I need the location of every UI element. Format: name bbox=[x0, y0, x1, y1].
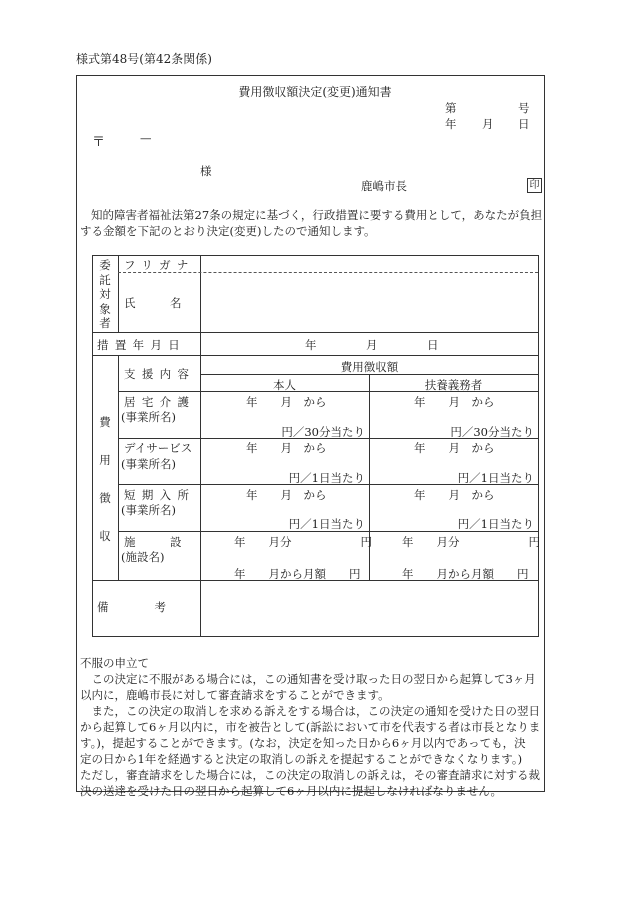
recipient-suffix: 様 bbox=[200, 164, 212, 178]
cost-collection-label: 費用徴収 bbox=[99, 415, 111, 543]
guardian-header: 扶養義務者 bbox=[424, 378, 483, 392]
row-home-care-self-line2: 円／30分当たり bbox=[281, 425, 365, 439]
appeal-line-2: 以内に，鹿嶋市長に対して審査請求をすることができます。 bbox=[80, 688, 390, 702]
appeal-heading: 不服の申立て bbox=[80, 656, 149, 670]
row-facility-guardian-line2: 年 月から月額 円 bbox=[402, 567, 529, 581]
appeal-line-1: この決定に不服がある場合には，この通知書を受け取った日の翌日から起算して3ヶ月 bbox=[80, 672, 536, 686]
row-day-service-sub: (事業所名) bbox=[121, 457, 176, 471]
row-facility-name: 施 設 bbox=[124, 535, 182, 549]
postal-mark: 〒 bbox=[92, 135, 106, 150]
remarks-label: 備 考 bbox=[97, 600, 166, 614]
entrusted-person-label: 委託対象者 bbox=[99, 258, 111, 330]
row-home-care-sub: (事業所名) bbox=[121, 410, 176, 424]
row-facility-self-line1: 年 月分 円 bbox=[234, 535, 372, 549]
seal-mark: 印 bbox=[527, 178, 542, 193]
self-header: 本人 bbox=[273, 378, 296, 392]
date-month: 月 bbox=[482, 117, 494, 131]
placement-day: 日 bbox=[427, 338, 439, 352]
intro-line-1: 知的障害者福祉法第27条の規定に基づく，行政措置に要する費用として，あなたが負担 bbox=[91, 208, 543, 222]
date-day: 日 bbox=[518, 117, 530, 131]
row-short-stay-self-line2: 円／1日当たり bbox=[288, 517, 365, 531]
intro-line-2: する金額を下記のとおり決定(変更)したので通知します。 bbox=[80, 224, 376, 238]
row-day-service-name: デイサービス bbox=[124, 441, 193, 455]
row-home-care-guardian-line1: 年 月 から bbox=[414, 395, 495, 409]
row-short-stay-name: 短期入所 bbox=[124, 488, 196, 502]
document-title: 費用徴収額決定(変更)通知書 bbox=[238, 85, 392, 99]
row-facility-self-line2: 年 月から月額 円 bbox=[234, 567, 361, 581]
furigana-label: フリガナ bbox=[124, 258, 195, 272]
support-content-label: 支援内容 bbox=[124, 367, 196, 381]
row-short-stay-sub: (事業所名) bbox=[121, 503, 176, 517]
row-short-stay-guardian-line1: 年 月 から bbox=[414, 488, 495, 502]
name-label: 氏 名 bbox=[124, 296, 182, 310]
date-year: 年 bbox=[445, 117, 457, 131]
postal-dash: — bbox=[140, 131, 152, 145]
row-home-care-name: 居宅介護 bbox=[124, 395, 196, 409]
row-facility-guardian-line1: 年 月分 円 bbox=[402, 535, 540, 549]
row-day-service-self-line2: 円／1日当たり bbox=[288, 471, 365, 485]
appeal-line-7: ただし，審査請求をした場合には，この決定の取消しの訴えは，その審査請求に対する裁 bbox=[80, 768, 540, 782]
row-facility-sub: (施設名) bbox=[121, 550, 165, 564]
amount-header: 費用徴収額 bbox=[340, 360, 399, 374]
form-number: 様式第48号(第42条関係) bbox=[76, 52, 212, 66]
issuer-name: 鹿嶋市長 bbox=[361, 179, 407, 193]
appeal-line-6: 定の日から1年を経過すると決定の取消しの訴えを提起することができなくなります。) bbox=[80, 752, 523, 766]
appeal-line-3: また，この決定の取消しを求める訴えをする場合は，この決定の通知を受けた日の翌日 bbox=[80, 704, 540, 718]
row-short-stay-self-line1: 年 月 から bbox=[246, 488, 327, 502]
row-day-service-guardian-line1: 年 月 から bbox=[414, 441, 495, 455]
row-home-care-guardian-line2: 円／30分当たり bbox=[450, 425, 534, 439]
placement-date-label: 措置年月日 bbox=[97, 338, 187, 352]
doc-number-prefix: 第 bbox=[445, 101, 457, 115]
doc-number-suffix: 号 bbox=[518, 101, 530, 115]
appeal-line-4: から起算して6ヶ月以内に，市を被告として(訴訟において市を代表する者は市長となりま bbox=[80, 720, 541, 734]
placement-year: 年 bbox=[305, 338, 317, 352]
row-day-service-self-line1: 年 月 から bbox=[246, 441, 327, 455]
appeal-line-5: す。)，提起することができます。(なお，決定を知った日から6ヶ月以内であっても，決 bbox=[80, 736, 526, 750]
placement-month: 月 bbox=[366, 338, 378, 352]
row-short-stay-guardian-line2: 円／1日当たり bbox=[457, 517, 534, 531]
row-day-service-guardian-line2: 円／1日当たり bbox=[457, 471, 534, 485]
appeal-line-8: 決の送達を受けた日の翌日から起算して6ヶ月以内に提起しなければなりません。 bbox=[80, 784, 503, 798]
row-home-care-self-line1: 年 月 から bbox=[246, 395, 327, 409]
